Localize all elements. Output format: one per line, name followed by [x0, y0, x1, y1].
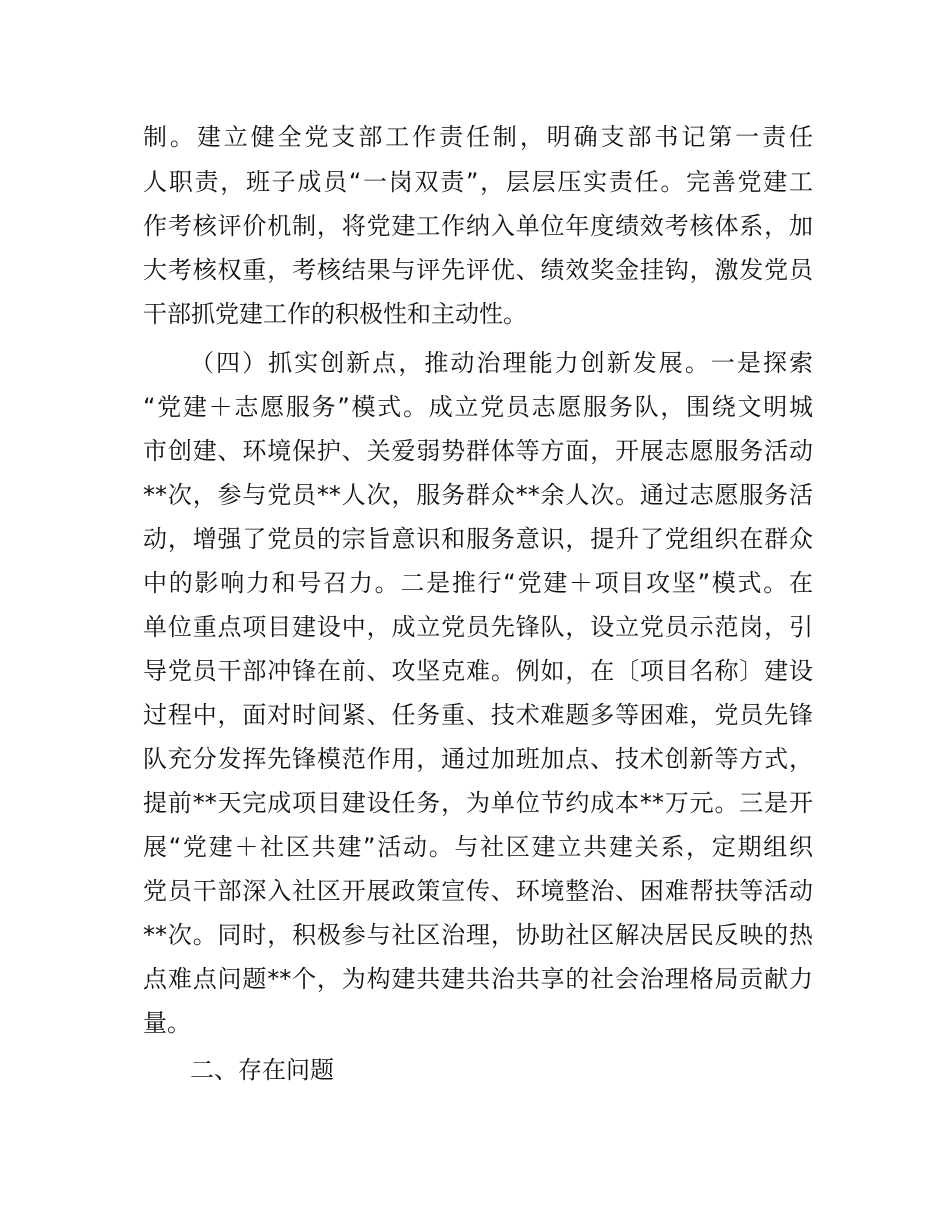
paragraph-line: 过程中，面对时间紧、任务重、技术难题多等困难，党员先锋: [143, 701, 813, 729]
paragraph-line: 制。建立健全党支部工作责任制，明确支部书记第一责任: [143, 123, 813, 151]
paragraph-line: 提前**天完成项目建设任务，为单位节约成本**万元。三是开: [143, 789, 813, 817]
paragraph-line: 展“党建＋社区共建”活动。与社区建立共建关系，定期组织: [143, 833, 813, 861]
paragraph-line: 市创建、环境保护、关爱弱势群体等方面，开展志愿服务活动: [143, 437, 813, 465]
paragraph-line: 大考核权重，考核结果与评先评优、绩效奖金挂钩，激发党员: [143, 256, 813, 284]
paragraph-line: **次，参与党员**人次，服务群众**余人次。通过志愿服务活: [143, 481, 813, 509]
paragraph-line: 党员干部深入社区开展政策宣传、环境整治、困难帮扶等活动: [143, 877, 813, 905]
paragraph-line: 队充分发挥先锋模范作用，通过加班加点、技术创新等方式，: [143, 745, 813, 773]
paragraph-line: “党建＋志愿服务”模式。成立党员志愿服务队，围绕文明城: [143, 393, 813, 421]
paragraph-line: 中的影响力和号召力。二是推行“党建＋项目攻坚”模式。在: [143, 569, 813, 597]
paragraph-line: 干部抓党建工作的积极性和主动性。: [143, 300, 527, 328]
paragraph-line: 点难点问题**个，为构建共建共治共享的社会治理格局贡献力: [143, 965, 813, 993]
paragraph-line: （四）抓实创新点，推动治理能力创新发展。一是探索: [190, 349, 813, 377]
section-heading: 二、存在问题: [190, 1056, 334, 1084]
paragraph-line: **次。同时，积极参与社区治理，协助社区解决居民反映的热: [143, 921, 813, 949]
paragraph-line: 单位重点项目建设中，成立党员先锋队，设立党员示范岗，引: [143, 613, 813, 641]
paragraph-line: 动，增强了党员的宗旨意识和服务意识，提升了党组织在群众: [143, 525, 813, 553]
paragraph-line: 量。: [143, 1009, 191, 1037]
paragraph-line: 作考核评价机制，将党建工作纳入单位年度绩效考核体系，加: [143, 212, 813, 240]
paragraph-line: 人职责，班子成员“一岗双责”，层层压实责任。完善党建工: [143, 168, 813, 196]
paragraph-line: 导党员干部冲锋在前、攻坚克难。例如，在〔项目名称〕建设: [143, 657, 813, 685]
